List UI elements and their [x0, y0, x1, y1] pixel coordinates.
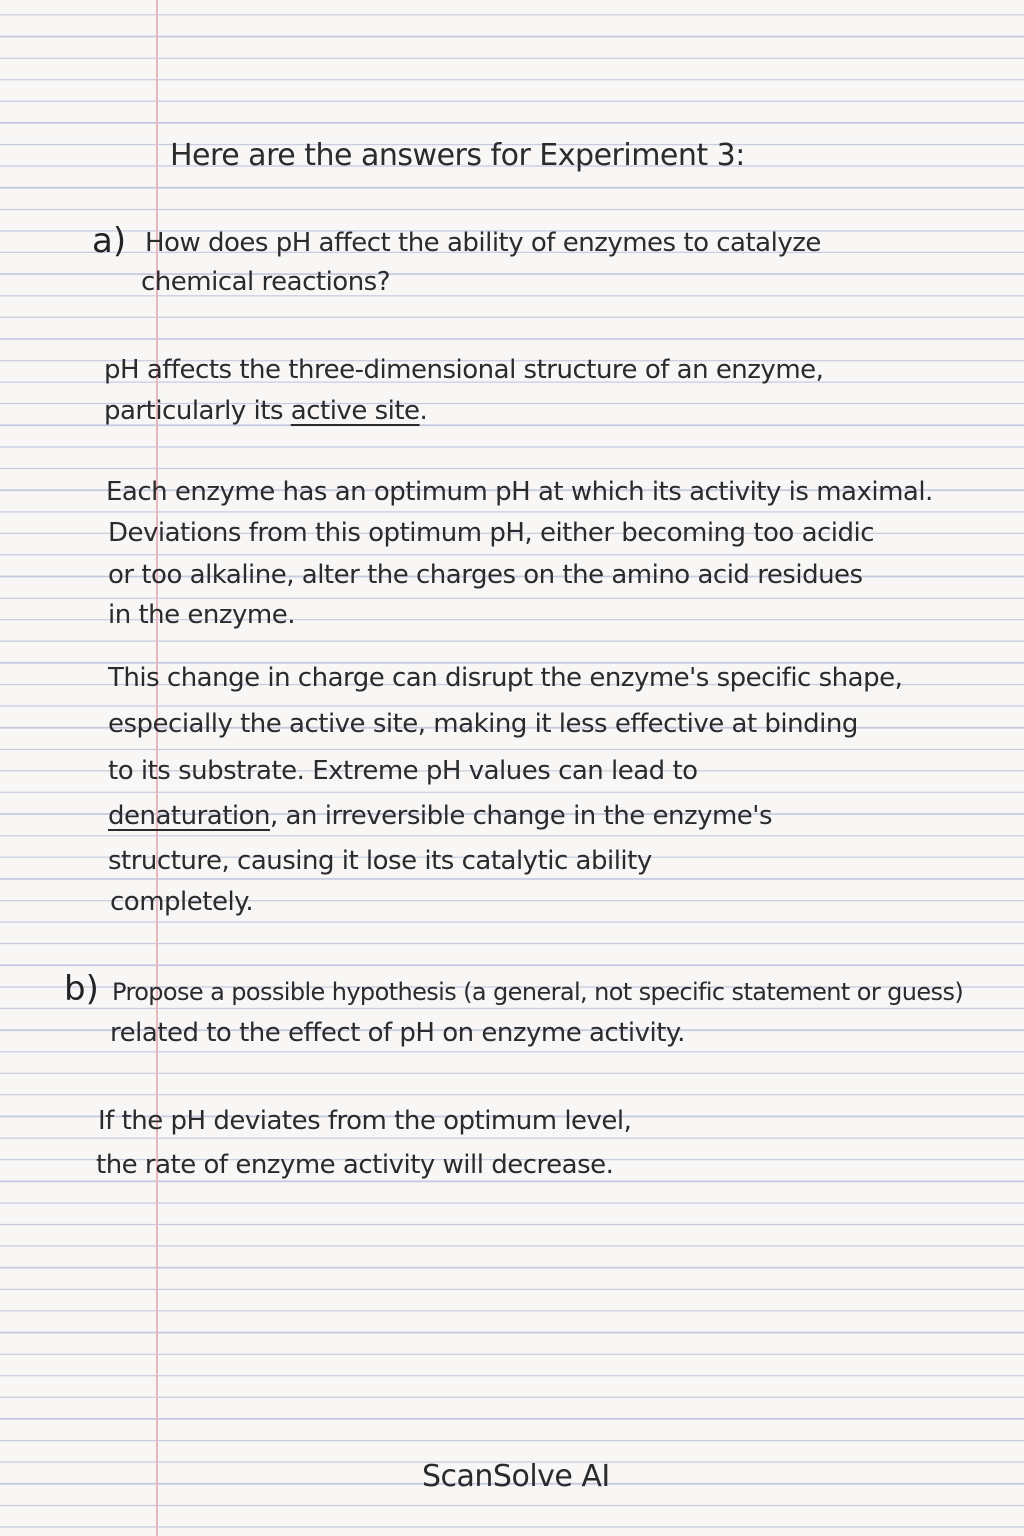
answer-a-p2-line-2: Deviations from this optimum pH, either becoming too acidic: [108, 518, 875, 548]
answer-a-p1-line-2-post: .: [419, 396, 428, 426]
page-title: Here are the answers for Experiment 3:: [170, 138, 745, 173]
answer-b-line-2: the rate of enzyme activity will decrease.: [96, 1150, 614, 1180]
question-a-line-1: How does pH affect the ability of enzymes to catalyze: [145, 228, 821, 258]
answer-a-p2-line-4: in the enzyme.: [108, 600, 295, 630]
answer-a-p3-line-4-post: , an irreversible change in the enzyme's: [270, 801, 772, 831]
question-b-marker: b): [64, 969, 99, 1009]
answer-a-p3-line-5: structure, causing it lose its catalytic ability: [108, 846, 652, 876]
answer-a-p3-line-2: especially the active site, making it less effective at binding: [108, 709, 858, 739]
answer-a-p2-line-1: Each enzyme has an optimum pH at which its activity is maximal.: [106, 477, 933, 507]
footer-brand: ScanSolve AI: [422, 1459, 610, 1494]
answer-a-p3-line-4: [108, 803, 772, 829]
active-site-term: active site: [290, 396, 420, 426]
answer-a-p1-line-2: [104, 398, 427, 424]
question-b-line-1: Propose a possible hypothesis (a general, not specific statement or guess): [112, 978, 964, 1006]
answer-a-p2-line-3: or too alkaline, alter the charges on the amino acid residues: [108, 560, 863, 590]
question-a-marker: a): [92, 221, 127, 261]
answer-a-p3-line-6: completely.: [110, 887, 254, 917]
answer-a-p1-line-1: pH affects the three-dimensional structure of an enzyme,: [104, 355, 824, 385]
question-b-line-2: related to the effect of pH on enzyme activity.: [110, 1018, 685, 1048]
answer-a-p3-line-1: This change in charge can disrupt the enzyme's specific shape,: [108, 663, 903, 693]
answer-a-p1-line-2-pre: particularly its: [104, 396, 291, 426]
question-a-line-2: chemical reactions?: [141, 267, 391, 297]
answer-a-p3-line-3: to its substrate. Extreme pH values can lead to: [108, 756, 698, 786]
answer-b-line-1: If the pH deviates from the optimum level,: [98, 1106, 632, 1136]
denaturation-term: denaturation: [108, 801, 271, 831]
